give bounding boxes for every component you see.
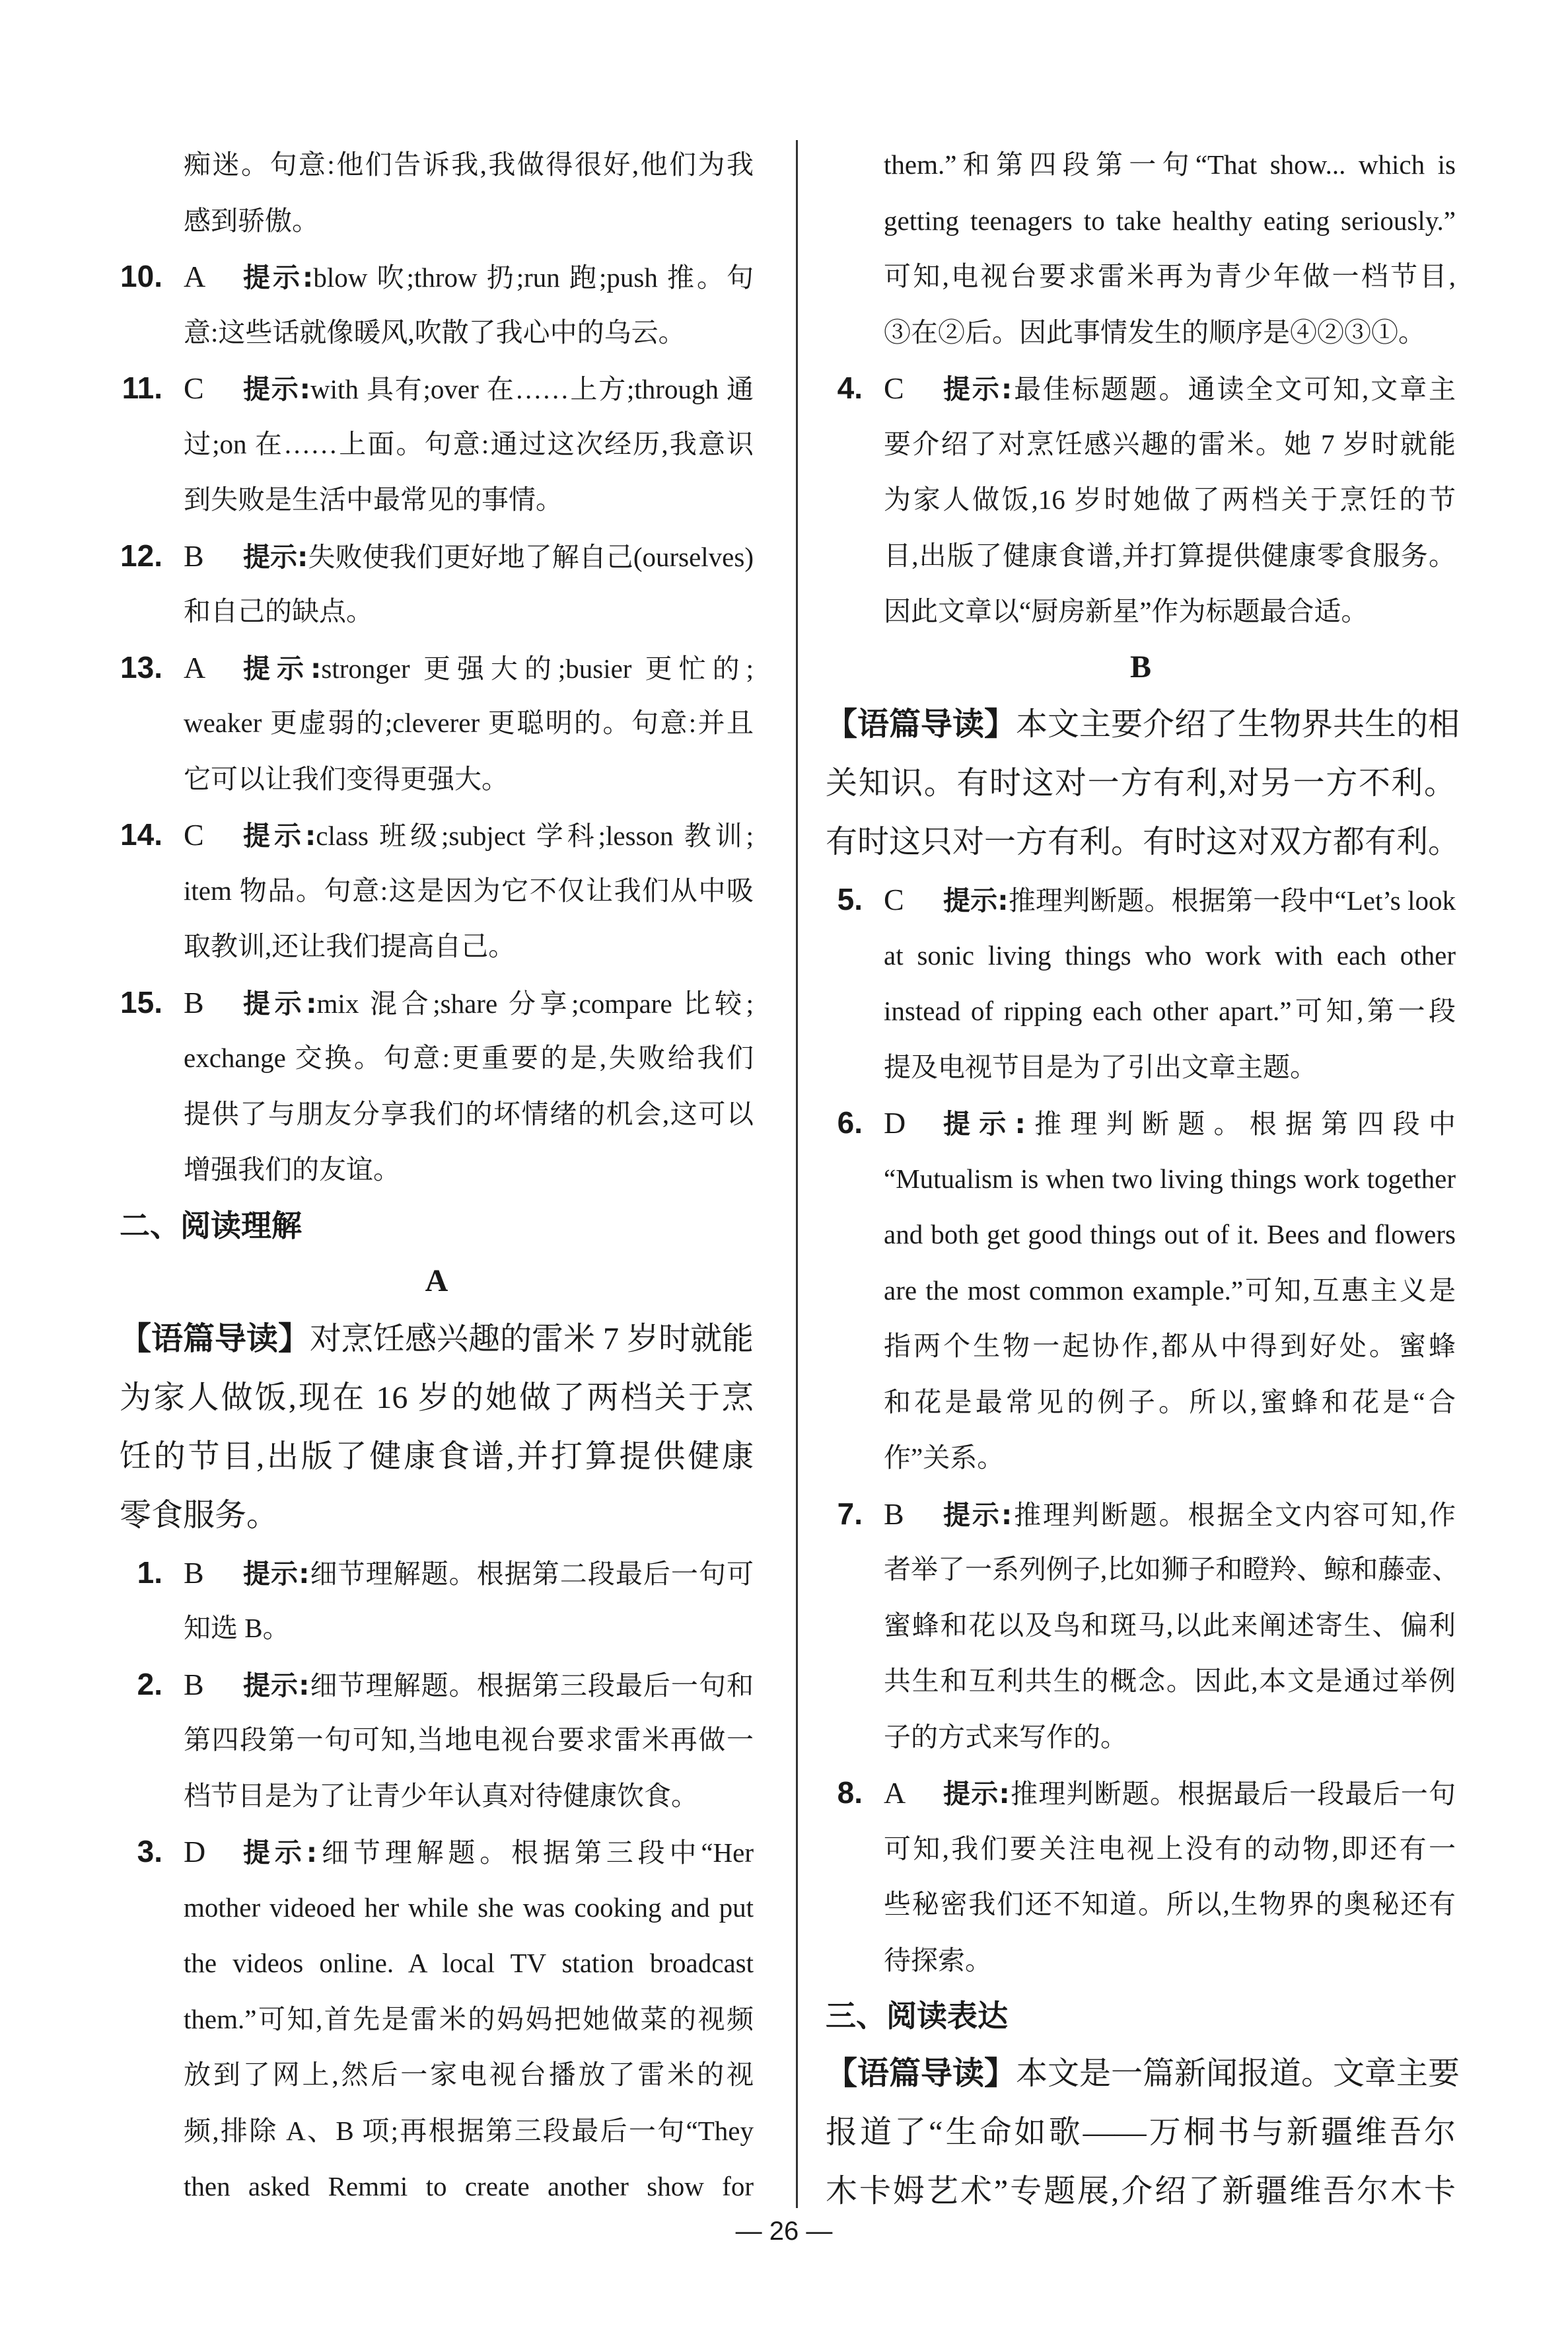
item-answer: C — [184, 371, 204, 405]
explanation-line: 提及电视节目是为了引出文章主题。 — [884, 1051, 1317, 1082]
intro-block — [826, 2044, 1460, 2221]
hint-label: 提示: — [243, 987, 317, 1019]
heading-block — [120, 1198, 754, 1254]
item-number: 14. — [120, 817, 162, 852]
explanation-line: 子的方式来写作的。 — [884, 1721, 1127, 1752]
explanation-text: blow 吹;throw 扔;run 跑;push 推。句 — [313, 262, 754, 293]
hint-label: 提示: — [243, 1557, 310, 1590]
explanation-line: 者举了一系列例子,比如狮子和瞪羚、鲸和藤壶、 — [884, 1554, 1460, 1584]
explanation-text: 推理判断题。根据第一段中“Let’s look — [1008, 885, 1456, 916]
answer-item — [120, 528, 754, 640]
intro-label: 【语篇导读】 — [120, 1319, 310, 1357]
item-first-line — [120, 1824, 754, 1880]
explanation-text: 细节理解题。根据第二段最后一句可 — [309, 1558, 754, 1589]
passage-label: A — [425, 1263, 448, 1298]
item-explanation — [943, 1096, 1456, 1152]
intro-block — [120, 1310, 754, 1545]
item-number: 13. — [120, 649, 162, 684]
item-explanation — [943, 1766, 1456, 1822]
explanation-line: 意:这些话就像暖风,吹散了我心中的乌云。 — [184, 316, 686, 348]
explanation-line: 提供了与朋友分享我们的坏情绪的机会,这可以 — [184, 1098, 754, 1129]
explanation-line: 它可以让我们变得更强大。 — [184, 763, 509, 794]
explanation-text: 细节理解题。根据第三段中“Her — [317, 1837, 754, 1868]
answer-item — [826, 360, 1456, 640]
explanation-text: 推理判断题。根据最后一段最后一句 — [1009, 1779, 1456, 1809]
explanation-line: 因此文章以“厨房新星”作为标题最合适。 — [884, 596, 1369, 626]
hint-label: 提示: — [243, 262, 314, 293]
item-answer: C — [184, 818, 204, 852]
item-explanation — [243, 1825, 754, 1881]
item-number: 12. — [120, 538, 162, 573]
item-first-line — [120, 360, 754, 416]
explanation-line: 指两个生物一起协作,都从中得到好处。蜜蜂 — [884, 1331, 1456, 1361]
explanation-line: 蜜蜂和花以及鸟和斑马,以此来阐述寄生、偏利 — [884, 1609, 1456, 1641]
item-explanation — [243, 808, 754, 864]
item-explanation — [943, 873, 1456, 929]
item-answer: D — [184, 1835, 206, 1868]
explanation-line: 作”关系。 — [884, 1442, 1005, 1473]
explanation-line: at sonic living things who work with each other — [884, 940, 1456, 971]
heading-block — [826, 1988, 1456, 2044]
hint-label: 提示: — [943, 373, 1013, 405]
hint-label: 提示: — [243, 1837, 318, 1868]
explanation-line: 要介绍了对烹饪感兴趣的雷米。她 7 岁时就能 — [884, 428, 1456, 459]
explanation-line: 可知,电视台要求雷米再为青少年做一档节目, — [884, 261, 1456, 291]
intro-text: 为家人做饭,现在 16 岁的她做了两档关于烹 — [120, 1380, 754, 1415]
explanation-text: stronger 更强大的;busier 更忙的; — [321, 653, 754, 684]
item-number: 3. — [137, 1834, 162, 1868]
item-first-line — [120, 975, 754, 1031]
hint-label: 提示: — [243, 652, 322, 684]
explanation-line: instead of ripping each other apart.”可知,第一段 — [884, 996, 1456, 1026]
intro-line — [120, 1427, 754, 1486]
item-number: 4. — [837, 371, 863, 405]
intro-text: 木卡姆艺术”专题展,介绍了新疆维吾尔木卡 — [826, 2173, 1456, 2209]
center-block — [120, 1253, 754, 1310]
item-explanation — [243, 976, 754, 1032]
item-answer: B — [184, 985, 204, 1019]
explanation-line: 目,出版了健康食谱,并打算提供健康零食服务。 — [884, 540, 1456, 571]
intro-text: 报道了“生命如歌——万桐书与新疆维吾尔 — [826, 2114, 1456, 2150]
passage-label: B — [1129, 649, 1151, 684]
item-first-line — [120, 640, 754, 696]
intro-text: 对烹饪感兴趣的雷米 7 岁时就能 — [310, 1321, 754, 1356]
item-answer: A — [184, 650, 206, 684]
item-number: 2. — [137, 1666, 162, 1701]
intro-text: 饪的节目,出版了健康食谱,并打算提供健康 — [120, 1438, 754, 1474]
answer-item — [120, 360, 754, 528]
explanation-line: 和花是最常见的例子。所以,蜜蜂和花是“合 — [884, 1386, 1456, 1417]
item-number: 15. — [120, 984, 162, 1019]
intro-line — [826, 754, 1456, 813]
cont-block — [826, 137, 1456, 360]
intro-line — [120, 1368, 754, 1427]
item-explanation — [243, 250, 754, 306]
left-column — [120, 137, 754, 2215]
intro-line — [120, 1486, 754, 1545]
intro-line — [826, 2162, 1456, 2221]
hint-label: 提示: — [243, 1669, 310, 1701]
explanation-line: 到失败是生活中最常见的事情。 — [184, 484, 563, 515]
item-number: 6. — [837, 1105, 863, 1140]
item-number: 11. — [122, 371, 162, 405]
hint-label: 提示: — [243, 820, 316, 852]
item-first-line — [826, 1095, 1456, 1151]
explanation-text: class 班级;subject 学科;lesson 教训; — [316, 821, 754, 851]
intro-text: 零食服务。 — [120, 1497, 279, 1533]
explanation-line: 第四段第一句可知,当地电视台要求雷米再做一 — [184, 1724, 754, 1755]
explanation-line: and both get good things out of it. Bees and flowers — [884, 1219, 1456, 1249]
item-first-line — [120, 528, 754, 584]
explanation-text: 最佳标题题。通读全文可知,文章主 — [1012, 374, 1456, 404]
explanation-line: “Mutualism is when two living things work together — [884, 1163, 1456, 1194]
item-answer: B — [184, 538, 204, 573]
answer-item — [826, 1765, 1456, 1988]
intro-line — [826, 813, 1460, 871]
intro-text: 有时这只对一方有利。有时这对双方都有利。 — [826, 825, 1460, 860]
hint-label: 提示: — [243, 540, 308, 573]
explanation-text: with 具有;over 在……上方;through 通 — [310, 374, 754, 404]
item-answer: B — [184, 1555, 204, 1590]
explanation-line: 增强我们的友谊。 — [184, 1154, 400, 1185]
explanation-line: item 物品。句意:这是因为它不仅让我们从中吸 — [184, 875, 754, 906]
item-answer: C — [884, 371, 904, 405]
explanation-line: 共生和互利共生的概念。因此,本文是通过举例 — [884, 1666, 1456, 1696]
explanation-line: 知选 B。 — [184, 1613, 290, 1643]
item-first-line — [120, 1545, 754, 1601]
answer-item — [826, 871, 1456, 1095]
explanation-line: weaker 更虚弱的;cleverer 更聪明的。句意:并且 — [184, 708, 754, 738]
explanation-line: 档节目是为了让青少年认真对待健康饮食。 — [184, 1780, 698, 1811]
intro-text: 本文是一篇新闻报道。文章主要 — [1016, 2055, 1460, 2091]
item-number: 8. — [837, 1775, 863, 1810]
answer-item — [826, 1095, 1456, 1486]
hint-label: 提示: — [243, 373, 310, 405]
answer-item — [120, 1656, 754, 1824]
explanation-line: 感到骄傲。 — [184, 205, 319, 236]
item-explanation — [943, 361, 1456, 418]
answer-item — [120, 1545, 754, 1656]
answer-item — [826, 1486, 1460, 1765]
hint-label: 提示: — [943, 885, 1009, 916]
answer-item — [120, 975, 754, 1198]
item-explanation — [943, 1487, 1456, 1543]
item-answer: D — [884, 1106, 906, 1140]
item-answer: B — [184, 1667, 204, 1701]
answer-item — [120, 640, 754, 807]
item-explanation — [243, 529, 754, 585]
explanation-line: 痴迷。句意:他们告诉我,我做得很好,他们为我 — [184, 149, 754, 180]
explanation-line: them.”可知,首先是雷米的妈妈把她做菜的视频 — [184, 2003, 754, 2034]
explanation-text: 失败使我们更好地了解自己(ourselves) — [308, 541, 754, 572]
cont-block — [120, 137, 754, 248]
hint-label: 提示: — [943, 1498, 1013, 1531]
explanation-line: 和自己的缺点。 — [184, 596, 373, 626]
item-number: 1. — [137, 1555, 162, 1590]
intro-text: 本文主要介绍了生物界共生的相 — [1016, 707, 1460, 742]
explanation-text: 推理判断题。根据第四段中 — [1025, 1109, 1456, 1139]
explanation-line: are the most common example.”可知,互惠主义是 — [884, 1274, 1456, 1306]
page-number: — 26 — — [735, 2217, 833, 2246]
item-first-line — [826, 871, 1456, 928]
intro-line — [826, 2044, 1460, 2103]
intro-label: 【语篇导读】 — [826, 706, 1016, 743]
answer-item — [120, 248, 754, 360]
item-first-line — [120, 807, 754, 863]
explanation-line: then asked Remmi to create another show for — [184, 2171, 754, 2201]
item-answer: A — [884, 1776, 906, 1810]
intro-text: 关知识。有时这对一方有利,对另一方不利。 — [826, 766, 1456, 801]
explanation-line: ③在②后。因此事情发生的顺序是④②③①。 — [884, 316, 1425, 348]
column-divider — [796, 140, 798, 2208]
item-first-line — [120, 248, 754, 305]
item-first-line — [826, 1486, 1456, 1542]
intro-block — [826, 695, 1460, 871]
item-number: 7. — [837, 1496, 863, 1531]
explanation-line: 待探索。 — [884, 1944, 992, 1975]
intro-line — [826, 2103, 1456, 2162]
answer-item — [120, 1824, 754, 2215]
item-number: 5. — [837, 882, 863, 916]
explanation-line: 些秘密我们还不知道。所以,生物界的奥秘还有 — [884, 1889, 1456, 1919]
item-explanation — [243, 361, 754, 418]
item-answer: C — [884, 883, 904, 916]
explanation-line: 放到了网上,然后一家电视台播放了雷米的视 — [184, 2059, 754, 2090]
item-explanation — [243, 641, 754, 697]
explanation-text: mix 混合;share 分享;compare 比较; — [316, 988, 754, 1019]
intro-line — [120, 1310, 754, 1368]
explanation-line: 可知,我们要关注电视上没有的动物,即还有一 — [884, 1833, 1456, 1864]
explanation-line: 取教训,还让我们提高自己。 — [184, 931, 516, 961]
intro-label: 【语篇导读】 — [826, 2054, 1016, 2092]
right-column — [826, 137, 1460, 2221]
item-answer: B — [884, 1496, 904, 1531]
item-first-line — [120, 1656, 754, 1713]
item-explanation — [243, 1658, 754, 1714]
explanation-line: 频,排除 A、B 项;再根据第三段最后一句“They — [184, 2115, 754, 2146]
center-block — [826, 640, 1456, 696]
hint-label: 提示: — [943, 1778, 1010, 1810]
explanation-text: 细节理解题。根据第三段最后一句和 — [309, 1670, 754, 1701]
intro-line — [826, 695, 1460, 754]
explanation-line: 为家人做饭,16 岁时她做了两档关于烹饪的节 — [884, 484, 1456, 515]
explanation-line: mother videoed her while she was cooking and put — [184, 1892, 754, 1923]
explanation-line: exchange 交换。句意:更重要的是,失败给我们 — [184, 1043, 754, 1073]
explanation-line: 过;on 在……上面。句意:通过这次经历,我意识 — [184, 428, 754, 459]
item-first-line — [826, 360, 1456, 416]
answer-item — [120, 807, 754, 975]
explanation-text: 推理判断题。根据全文内容可知,作 — [1012, 1499, 1456, 1530]
item-number: 10. — [120, 259, 162, 293]
item-answer: A — [184, 260, 206, 293]
section-heading: 三、阅读表达 — [826, 1998, 1008, 2034]
explanation-line: the videos online. A local TV station broadcast — [184, 1948, 754, 1978]
item-explanation — [243, 1546, 754, 1602]
hint-label: 提示: — [943, 1108, 1026, 1140]
explanation-line: getting teenagers to take healthy eating seriously.” — [884, 205, 1456, 236]
section-heading: 二、阅读理解 — [120, 1207, 302, 1243]
explanation-line: them.”和第四段第一句“That show... which is — [884, 149, 1456, 180]
item-first-line — [826, 1765, 1456, 1821]
